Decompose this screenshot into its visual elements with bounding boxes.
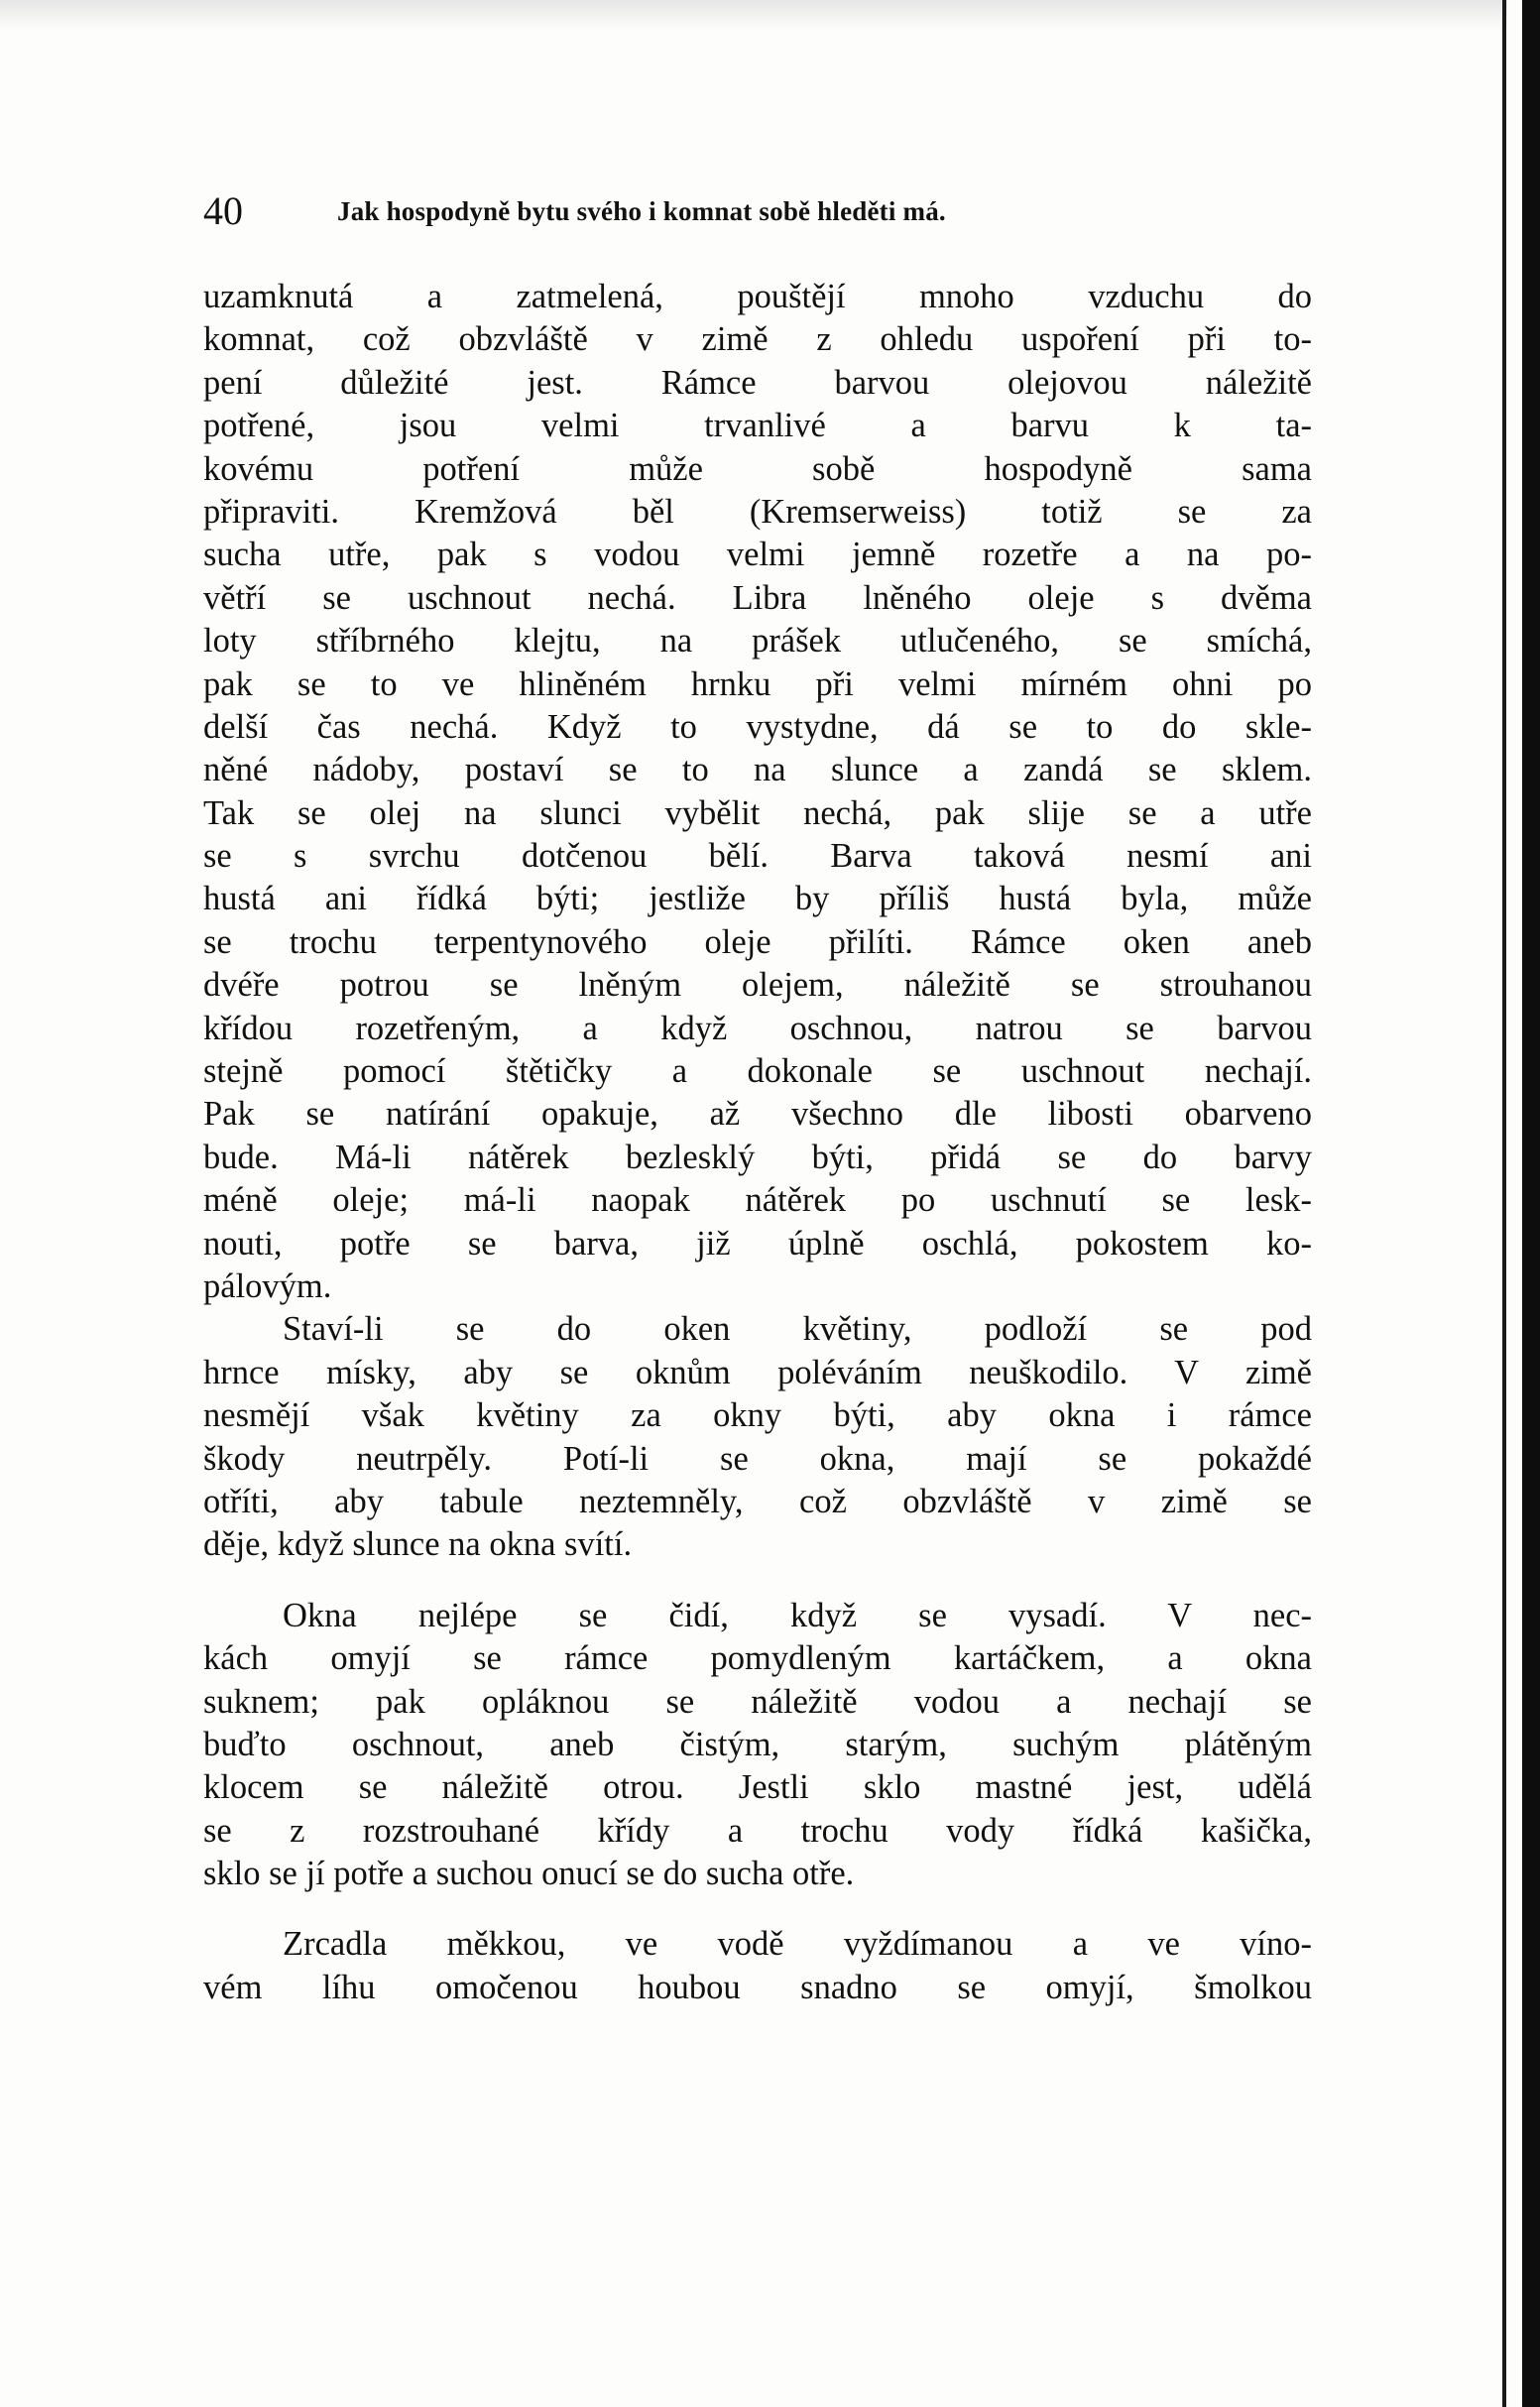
text-line: méně oleje; má-li naopak nátěrek po uschnutí se lesk- (203, 1181, 1312, 1220)
text-line: stejně pomocí štětičky a dokonale se uschnout nechají. (203, 1052, 1312, 1091)
text-line: delší čas nechá. Když to vystydne, dá se to do skle- (203, 707, 1312, 746)
text-line: potřené, jsou velmi trvanlivé a barvu k ta- (203, 407, 1312, 445)
text-line: Staví-li se do oken květiny, podloží se pod (283, 1310, 1312, 1349)
paragraph-gap (203, 1567, 1312, 1595)
binding-edge (1522, 0, 1540, 2407)
text-line: připraviti. Kremžová běl (Kremserweiss) totiž se za (203, 492, 1312, 531)
page-header (203, 183, 1314, 239)
text-line: Okna nejlépe se čidí, když se vysadí. V nec- (283, 1596, 1312, 1634)
text-line: uzamknutá a zatmelená, pouštějí mnoho vzduchu do (203, 278, 1312, 315)
text-line: komnat, což obzvláště v zimě z ohledu uspoření při to- (203, 320, 1312, 359)
text-line: se s svrchu dotčenou bělí. Barva taková nesmí ani (203, 837, 1312, 876)
text-line: Pak se natírání opakuje, až všechno dle libosti obarveno (203, 1095, 1312, 1134)
text-line: sucha utře, pak s vodou velmi jemně rozetře a na po- (203, 536, 1312, 574)
running-head: Jak hospodyně bytu svého i komnat sobě hleděti má. (337, 196, 946, 226)
text-line: buďto oschnout, aneb čistým, starým, suchým plátěným (203, 1725, 1312, 1763)
text-line: křídou rozetřeným, a když oschnou, natrou se barvou (203, 1009, 1312, 1047)
text-line: škody neutrpěly. Potí-li se okna, mají se pokaždé (203, 1439, 1312, 1478)
page-top-shadow (0, 0, 1507, 30)
paragraph (203, 1595, 1312, 1896)
body-text (203, 276, 1312, 2009)
text-line: se trochu terpentynového oleje přilíti. Rámce oken aneb (203, 922, 1312, 961)
text-line: nesmějí však květiny za okny býti, aby okna i rámce (203, 1396, 1312, 1435)
text-line: dvéře potrou se lněným olejem, náležitě se strouhanou (203, 966, 1312, 1005)
text-line: klocem se náležitě otrou. Jestli sklo mastné jest, udělá (203, 1768, 1312, 1807)
text-line: kách omyjí se rámce pomydleným kartáčkem, a okna (203, 1639, 1312, 1678)
paragraph-gap (203, 1895, 1312, 1923)
text-line: pení důležité jest. Rámce barvou olejovou náležitě (203, 363, 1312, 402)
text-line: něné nádoby, postaví se to na slunce a zandá se sklem. (203, 751, 1312, 789)
text-line: loty stříbrného klejtu, na prášek utlučeného, se smíchá, (203, 622, 1312, 661)
page-number: 40 (203, 188, 243, 233)
text-line: bude. Má-li nátěrek bezlesklý býti, přidá se do barvy (203, 1138, 1312, 1176)
text-line: vém líhu omočenou houbou snadno se omyjí, šmolkou (203, 1968, 1312, 2006)
text-line: suknem; pak opláknou se náležitě vodou a nechají se (203, 1682, 1312, 1721)
text-line: Zrcadla měkkou, ve vodě vyždímanou a ve víno- (283, 1925, 1312, 1964)
text-line: kovému potření může sobě hospodyně sama (203, 449, 1312, 488)
text-line: hrnce mísky, aby se oknům poléváním neuškodilo. V zimě (203, 1353, 1312, 1391)
paragraph (203, 276, 1312, 1308)
paragraph (203, 1923, 1312, 2009)
text-line: větří se uschnout nechá. Libra lněného oleje s dvěma (203, 578, 1312, 617)
text-line: se z rozstrouhané křídy a trochu vody řídká kašička, (203, 1811, 1312, 1850)
text-line: nouti, potře se barva, již úplně oschlá, pokostem ko- (203, 1224, 1312, 1263)
text-line: Tak se olej na slunci vybělit nechá, pak slije se a utře (203, 793, 1312, 832)
text-line: sklo se jí potře a suchou onucí se do sucha otře. (203, 1855, 855, 1893)
binding-edge-line (1502, 0, 1506, 2407)
text-line: pak se to ve hliněném hrnku při velmi mírném ohni po (203, 664, 1312, 703)
paragraph (203, 1308, 1312, 1566)
text-line: otříti, aby tabule neztemněly, což obzvláště v zimě se (203, 1482, 1312, 1520)
text-line: pálovým. (203, 1266, 332, 1305)
text-line: hustá ani řídká býti; jestliže by příliš hustá byla, může (203, 880, 1312, 918)
text-line: děje, když slunce na okna svítí. (203, 1525, 633, 1564)
